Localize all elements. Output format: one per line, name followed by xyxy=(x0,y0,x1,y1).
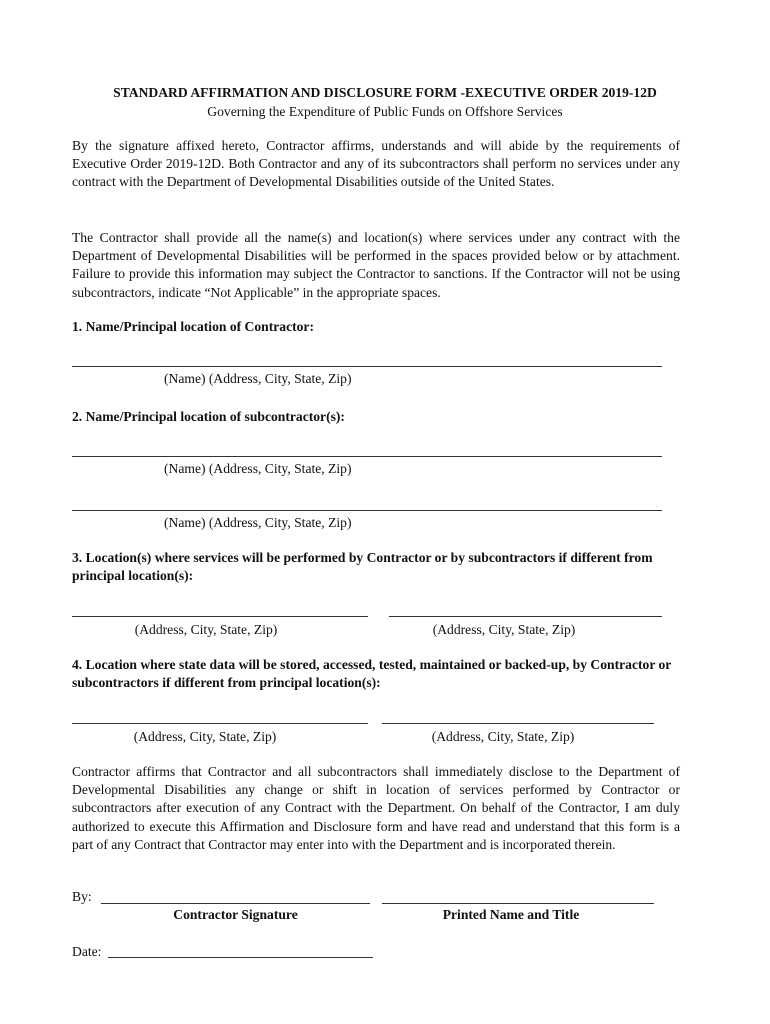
form-subtitle: Governing the Expenditure of Public Funds on Offshore Services xyxy=(207,104,563,119)
by-label: By: xyxy=(72,889,92,904)
contractor-signature-field[interactable] xyxy=(101,903,370,904)
service-location-field-right[interactable] xyxy=(389,616,662,617)
data-location-field-right[interactable] xyxy=(382,723,654,724)
subcontractor-location-field-1[interactable] xyxy=(72,456,662,457)
section-3-heading xyxy=(72,549,680,585)
section-1-heading xyxy=(72,318,680,336)
contractor-location-caption: (Name) (Address, City, State, Zip) xyxy=(164,371,352,386)
section-1-number: 1 xyxy=(72,319,79,334)
data-location-caption-left: (Address, City, State, Zip) xyxy=(133,729,277,744)
service-location-caption-right: (Address, City, State, Zip) xyxy=(432,622,576,637)
section-2-number: 2 xyxy=(72,409,79,424)
instructions-paragraph: The Contractor shall provide all the name(s) and location(s) where services under any contract with the Department of Developmental Disabilities will be performed in the spaces provided below or by attachment. Failure to provide this information may subject the Contractor to sanctions. If the Contractor will not be using subcontractors, indicate “Not Applicable” in the appropriate spaces. xyxy=(72,230,680,300)
subcontractor-location-field-2[interactable] xyxy=(72,510,662,511)
date-label: Date: xyxy=(72,944,102,959)
date-field[interactable] xyxy=(108,957,373,958)
service-location-caption-left: (Address, City, State, Zip) xyxy=(134,622,278,637)
section-2-heading xyxy=(72,408,680,426)
service-location-field-left[interactable] xyxy=(72,616,368,617)
data-location-field-left[interactable] xyxy=(72,723,368,724)
printed-name-title-field[interactable] xyxy=(382,903,654,904)
section-3-label: . Location(s) where services will be performed by Contractor or by subcontractors if different from principal location(s): xyxy=(72,550,653,584)
form-title: STANDARD AFFIRMATION AND DISCLOSURE FORM -EXECUTIVE ORDER 2019-12D xyxy=(113,85,657,100)
contractor-location-field[interactable] xyxy=(72,366,662,367)
data-location-caption-right: (Address, City, State, Zip) xyxy=(431,729,575,744)
subcontractor-location-caption-2: (Name) (Address, City, State, Zip) xyxy=(164,515,352,530)
subcontractor-location-caption-1: (Name) (Address, City, State, Zip) xyxy=(164,461,352,476)
section-1-label: . Name/Principal location of Contractor: xyxy=(78,319,314,334)
contractor-signature-caption: Contractor Signature xyxy=(173,907,298,922)
section-2-label: . Name/Principal location of subcontractor(s): xyxy=(78,409,345,424)
section-3-number: 3 xyxy=(72,550,79,565)
affirmation-paragraph: Contractor affirms that Contractor and all subcontractors shall immediately disclose to the Department of Developmental Disabilities any change or shift in location of services performed by Contractor or subcontractors after execution of any Contract with the Department. On behalf of the Contractor, I am duly authorized to execute this Affirmation and Disclosure form and have read and understand that this form is a part of any Contract that Contractor may enter into with the Department and is incorporated therein. xyxy=(72,764,680,852)
intro-paragraph: By the signature affixed hereto, Contractor affirms, understands and will abide by the requirements of Executive Order 2019-12D. Both Contractor and any of its subcontractors shall perform no services under any contract with the Department of Developmental Disabilities outside of the United States. xyxy=(72,138,680,190)
printed-name-title-caption: Printed Name and Title xyxy=(442,907,580,922)
section-4-heading: 4. Location where state data will be stored, accessed, tested, maintained or backed-up, by Contractor or subcontractors if different from principal location(s): xyxy=(72,657,672,691)
